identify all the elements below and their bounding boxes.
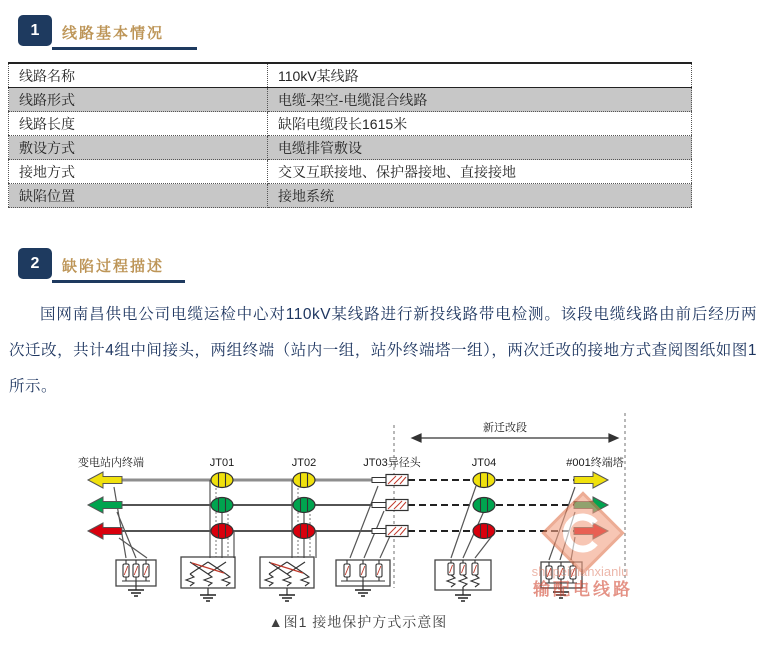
ground-icon <box>355 590 371 596</box>
joint-jt04 <box>473 473 495 539</box>
left-arrow-green-icon <box>88 497 122 513</box>
node-label-jt01: JT01 <box>209 457 235 469</box>
table-row <box>9 88 692 112</box>
table-row <box>9 184 692 208</box>
joint-symbol-yellow <box>473 473 495 488</box>
node-label-jt02: JT02 <box>291 457 317 469</box>
row-label: 线路形式 <box>9 88 268 112</box>
ground-icon <box>200 595 216 601</box>
reducer-symbol <box>372 475 408 486</box>
ground-connector-wires <box>114 480 575 560</box>
row-label: 接地方式 <box>9 160 268 184</box>
left-arrow-red-icon <box>88 523 122 539</box>
joint-symbol-red <box>211 524 233 539</box>
joint-symbol-red <box>293 524 315 539</box>
row-label: 线路名称 <box>9 63 268 88</box>
joint-symbol-yellow <box>211 473 233 488</box>
watermark-cn-text: 输配电线路 <box>533 580 633 599</box>
node-label-001-terminal-tower: #001终端塔 <box>566 457 624 469</box>
line-info-table <box>8 62 692 208</box>
ground-icon <box>455 595 471 601</box>
ground-icon <box>279 595 295 601</box>
right-arrow-yellow-icon <box>574 472 608 488</box>
row-label: 缺陷位置 <box>9 184 268 208</box>
ground-box-crossbond-jt02 <box>260 557 314 601</box>
row-label: 线路长度 <box>9 112 268 136</box>
joint-symbol-green <box>211 498 233 513</box>
joint-symbol-green <box>473 498 495 513</box>
reducer-symbol <box>372 500 408 511</box>
row-value: 缺陷电缆段长1615米 <box>268 112 692 136</box>
substation-terminal-arrows <box>88 472 122 539</box>
node-label-jt03-reducer: JT03异径头 <box>363 457 421 469</box>
row-value: 电缆-架空-电缆混合线路 <box>268 88 692 112</box>
row-value: 110kV某线路 <box>268 63 692 88</box>
row-value: 交叉互联接地、保护器接地、直接接地 <box>268 160 692 184</box>
ground-box-protector-jt04 <box>435 560 491 601</box>
table-row <box>9 136 692 160</box>
section2-title: 缺陷过程描述 <box>62 258 165 275</box>
joint-jt01 <box>211 473 233 539</box>
phase-lines-solid <box>121 480 388 531</box>
region-extent-arrow <box>412 434 618 442</box>
region-label: 新迁改段 <box>483 422 527 434</box>
figure1-caption: ▲图1 接地保护方式示意图 <box>268 614 448 630</box>
section2-number-badge: 2 <box>18 248 52 279</box>
ground-box-direct-jt03 <box>336 560 390 596</box>
ground-box-crossbond-jt01 <box>181 557 235 601</box>
row-label: 敷设方式 <box>9 136 268 160</box>
node-label-jt04: JT04 <box>471 457 497 469</box>
node-label-substation-terminal: 变电站内终端 <box>78 457 144 469</box>
ground-box-direct-substation <box>116 560 156 596</box>
section1-underline <box>52 47 197 50</box>
left-arrow-yellow-icon <box>88 472 122 488</box>
table-row <box>9 160 692 184</box>
row-value: 电缆排管敷设 <box>268 136 692 160</box>
ground-icon <box>128 590 144 596</box>
watermark-logo <box>532 493 633 599</box>
section1-number-badge: 1 <box>18 15 52 46</box>
section1-title: 线路基本情况 <box>62 25 165 42</box>
grounding-diagram <box>0 405 771 630</box>
joint-symbol-yellow <box>293 473 315 488</box>
table-row <box>9 63 692 88</box>
watermark-latin-text: shupeidianxianlu <box>531 564 629 579</box>
joint-symbol-green <box>293 498 315 513</box>
defect-description-paragraph: 国网南昌供电公司电缆运检中心对110kV某线路进行新投线路带电检测。该段电缆线路由前后经历两次迁改，共计4组中间接头，两组终端（站内一组，站外终端塔一组），两次迁改的接地方式查阅图纸如图1所示。 <box>9 306 757 395</box>
table-row <box>9 112 692 136</box>
joint-jt02 <box>293 473 315 539</box>
section2-underline <box>52 280 185 283</box>
row-value: 接地系统 <box>268 184 692 208</box>
joint-symbol-red <box>473 524 495 539</box>
